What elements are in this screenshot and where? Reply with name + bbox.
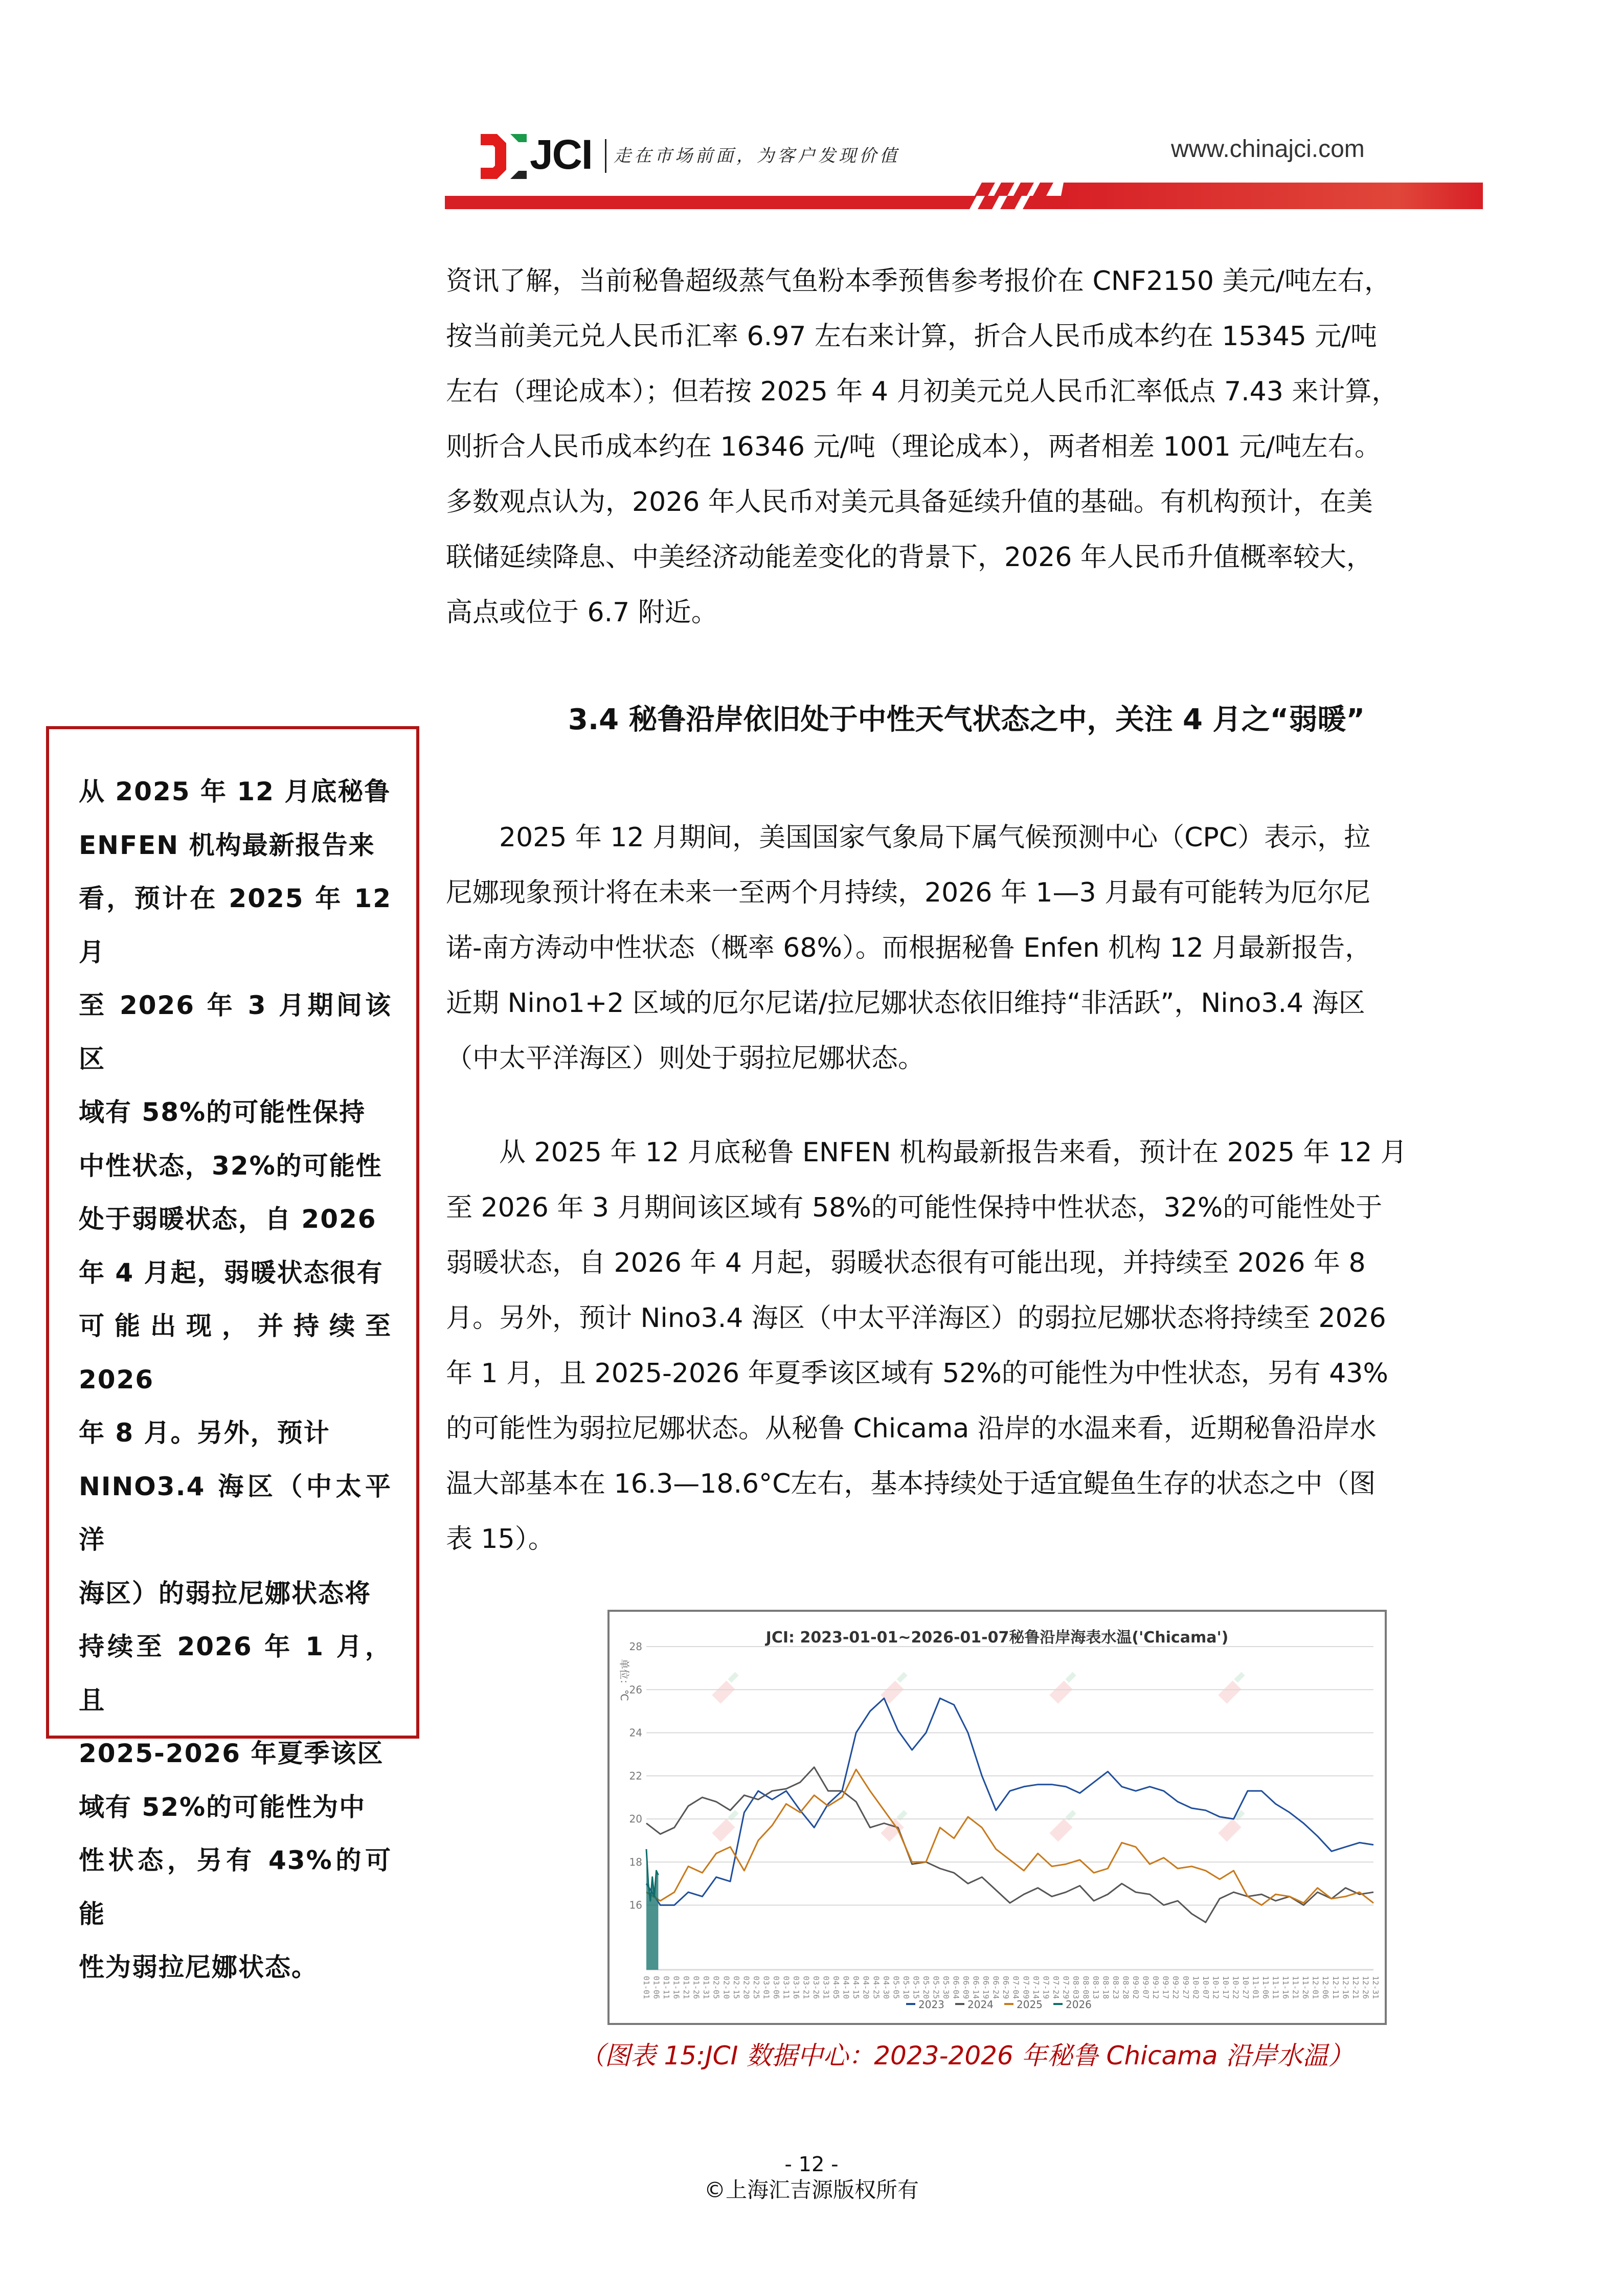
text-line: 则折合人民币成本约在 16346 元/吨（理论成本），两者相差 1001 元/吨左右。 xyxy=(446,432,1381,462)
legend-label: 2025 xyxy=(1017,1998,1043,2011)
sidebar-line: ENFEN 机构最新报告来 xyxy=(79,830,375,860)
x-tick-label: 12-11 xyxy=(1331,1976,1340,1999)
sidebar-line: 年 8 月。另外，预计 xyxy=(79,1418,330,1448)
x-tick-label: 06-19 xyxy=(981,1976,991,1999)
x-tick-label: 10-22 xyxy=(1231,1976,1241,1999)
x-tick-label: 01-01 xyxy=(642,1976,651,1999)
text-line: 年 1 月，且 2025-2026 年夏季该区域有 52%的可能性为中性状态，另有 43% xyxy=(446,1358,1388,1389)
x-tick-label: 07-19 xyxy=(1041,1976,1051,1999)
x-tick-label: 01-06 xyxy=(651,1976,661,1999)
y-tick-label: 16 xyxy=(629,1899,642,1911)
x-tick-label: 01-21 xyxy=(682,1976,691,1999)
x-tick-label: 07-14 xyxy=(1031,1976,1041,1999)
header-stripe-bar xyxy=(445,183,1483,209)
x-tick-label: 11-21 xyxy=(1291,1976,1300,1999)
sidebar-line: 中性状态，32%的可能性 xyxy=(79,1151,382,1181)
text-line: 温大部基本在 16.3—18.6°C左右，基本持续处于适宜鳀鱼生存的状态之中（图 xyxy=(446,1469,1376,1499)
sidebar-line: 可能出现，并持续至 2026 xyxy=(79,1311,392,1394)
x-tick-label: 04-15 xyxy=(851,1976,861,1999)
x-tick-label: 05-05 xyxy=(891,1976,901,1999)
x-tick-label: 03-06 xyxy=(771,1976,781,1999)
x-tick-label: 02-15 xyxy=(731,1976,741,1999)
watermark-layer xyxy=(712,1672,1250,1841)
jci-logo-text: JCI xyxy=(530,131,592,178)
enfen-paragraph xyxy=(446,1125,1487,1567)
watermark-logo xyxy=(712,1672,743,1703)
x-tick-label: 04-30 xyxy=(881,1976,891,1999)
x-tick-label: 04-05 xyxy=(831,1976,841,1999)
sea-temperature-chart xyxy=(610,1612,1385,2023)
x-tick-label: 07-29 xyxy=(1061,1976,1071,1999)
x-tick-label: 06-14 xyxy=(971,1976,981,1999)
x-tick-label: 11-16 xyxy=(1281,1976,1291,1999)
x-tick-label: 09-27 xyxy=(1181,1976,1190,1999)
text-line: 弱暖状态，自 2026 年 4 月起，弱暖状态很有可能出现，并持续至 2026 年 8 xyxy=(446,1248,1366,1278)
x-tick-label: 04-25 xyxy=(871,1976,881,1999)
sidebar-line: 从 2025 年 12 月底秘鲁 xyxy=(79,777,391,806)
x-tick-label: 07-09 xyxy=(1021,1976,1031,1999)
x-tick-label: 10-02 xyxy=(1191,1976,1201,1999)
text-line: 2025 年 12 月期间，美国国家气象局下属气候预测中心（CPC）表示，拉 xyxy=(499,822,1371,853)
y-tick-label: 20 xyxy=(629,1813,642,1826)
chart-frame xyxy=(607,1610,1387,2025)
x-tick-label: 03-31 xyxy=(821,1976,831,1999)
x-tick-label: 12-16 xyxy=(1341,1976,1350,1999)
sidebar-line: 性为弱拉尼娜状态。 xyxy=(79,1952,318,1982)
x-tick-label: 01-16 xyxy=(671,1976,681,1999)
sidebar-line: 海区）的弱拉尼娜状态将 xyxy=(79,1578,371,1608)
x-tick-label: 07-04 xyxy=(1011,1976,1021,1999)
x-tick-label: 05-30 xyxy=(941,1976,951,1999)
x-tick-label: 03-01 xyxy=(761,1976,771,1999)
x-tick-label: 03-26 xyxy=(812,1976,821,1999)
x-tick-label: 06-24 xyxy=(991,1976,1001,1999)
website-link[interactable]: www.chinajci.com xyxy=(1171,136,1365,163)
cpc-paragraph xyxy=(446,810,1487,1086)
text-line: 联储延续降息、中美经济动能差变化的背景下，2026 年人民币升值概率较大， xyxy=(446,542,1373,573)
x-tick-label: 02-05 xyxy=(711,1976,721,1999)
watermark-logo xyxy=(1218,1672,1250,1703)
x-tick-label: 05-20 xyxy=(921,1976,931,1999)
text-line: 表 15）。 xyxy=(446,1524,555,1555)
text-line: 近期 Nino1+2 区域的厄尔尼诺/拉尼娜状态依旧维持“非活跃”，Nino3.4 海区 xyxy=(446,988,1365,1019)
text-line: 资讯了解，当前秘鲁超级蒸气鱼粉本季预售参考报价在 CNF2150 美元/吨左右， xyxy=(446,266,1391,297)
x-tick-label: 08-13 xyxy=(1091,1976,1100,1999)
x-tick-label: 06-04 xyxy=(951,1976,961,1999)
text-line: （中太平洋海区）则处于弱拉尼娜状态。 xyxy=(446,1043,925,1074)
x-tick-label: 10-17 xyxy=(1221,1976,1230,1999)
x-tick-label: 03-16 xyxy=(791,1976,801,1999)
logo-divider xyxy=(605,139,606,173)
x-tick-label: 01-11 xyxy=(662,1976,671,1999)
series-line-2025 xyxy=(646,1769,1373,1905)
x-tick-label: 07-24 xyxy=(1051,1976,1061,1999)
x-tick-label: 08-23 xyxy=(1111,1976,1121,1999)
watermark-logo xyxy=(1218,1810,1250,1841)
x-tick-label: 06-09 xyxy=(961,1976,971,1999)
x-tick-label: 12-31 xyxy=(1370,1976,1380,1999)
figure-caption: （图表 15:JCI 数据中心：2023-2026 年秘鲁 Chicama 沿岸水温） xyxy=(579,2041,1354,2070)
x-tick-label: 12-26 xyxy=(1361,1976,1370,1999)
x-tick-label: 09-02 xyxy=(1131,1976,1141,1999)
jci-logo-mark xyxy=(481,134,527,179)
x-tick-label: 08-08 xyxy=(1081,1976,1091,1999)
copyright-notice: ©上海汇吉源版权所有 xyxy=(704,2177,919,2202)
text-line: 高点或位于 6.7 附近。 xyxy=(446,597,718,628)
x-tick-label: 02-10 xyxy=(722,1976,731,1999)
x-tick-label: 04-20 xyxy=(861,1976,871,1999)
legend-label: 2023 xyxy=(918,1998,944,2011)
page-number: - 12 - xyxy=(784,2153,839,2176)
x-tick-label: 02-20 xyxy=(741,1976,751,1999)
x-tick-label: 06-29 xyxy=(1001,1976,1011,1999)
sidebar-line: 年 4 月起，弱暖状态很有 xyxy=(79,1257,384,1288)
text-line: 诺-南方涛动中性状态（概率 68%）。而根据秘鲁 Enfen 机构 12 月最新报告， xyxy=(446,933,1372,963)
header-slogan: 走在市场前面，为客户发现价值 xyxy=(614,146,900,166)
x-tick-label: 11-06 xyxy=(1261,1976,1271,1999)
x-tick-label: 05-25 xyxy=(931,1976,941,1999)
text-line: 多数观点认为，2026 年人民币对美元具备延续升值的基础。有机构预计，在美 xyxy=(446,487,1373,517)
x-tick-label: 09-07 xyxy=(1141,1976,1151,1999)
x-tick-label: 10-07 xyxy=(1201,1976,1210,1999)
x-tick-label: 12-06 xyxy=(1321,1976,1331,1999)
x-tick-label: 09-22 xyxy=(1171,1976,1181,1999)
legend-label: 2026 xyxy=(1066,1998,1092,2011)
x-tick-label: 08-28 xyxy=(1121,1976,1131,1999)
sidebar-highlight-box xyxy=(46,726,419,1982)
watermark-logo xyxy=(881,1672,912,1703)
section-title: 3.4 秘鲁沿岸依旧处于中性天气状态之中，关注 4 月之“弱暖” xyxy=(568,703,1365,736)
x-tick-label: 01-31 xyxy=(702,1976,711,1999)
sidebar-line: 2025-2026 年夏季该区 xyxy=(79,1739,384,1768)
text-line: 从 2025 年 12 月底秘鲁 ENFEN 机构最新报告来看，预计在 2025 年 12 月 xyxy=(499,1137,1407,1168)
sidebar-line: 处于弱暖状态，自 2026 xyxy=(79,1204,377,1234)
x-tick-label: 09-17 xyxy=(1161,1976,1170,1999)
chart-y-axis-label: 单位：℃ xyxy=(618,1659,630,1701)
watermark-logo xyxy=(1049,1810,1081,1841)
sidebar-line: 持续至 2026 年 1 月，且 xyxy=(79,1632,392,1715)
x-tick-label: 09-12 xyxy=(1151,1976,1161,1999)
x-tick-label: 04-10 xyxy=(841,1976,851,1999)
y-tick-label: 24 xyxy=(629,1726,642,1739)
text-line: 左右（理论成本）；但若按 2025 年 4 月初美元兑人民币汇率低点 7.43 来计算， xyxy=(446,376,1399,407)
text-line: 至 2026 年 3 月期间该区域有 58%的可能性保持中性状态，32%的可能性处于 xyxy=(446,1192,1383,1223)
watermark-logo xyxy=(1049,1672,1081,1703)
x-tick-label: 05-10 xyxy=(901,1976,911,1999)
y-tick-label: 22 xyxy=(629,1769,642,1782)
x-tick-label: 02-25 xyxy=(751,1976,761,1999)
y-tick-label: 26 xyxy=(629,1683,642,1696)
x-tick-label: 08-03 xyxy=(1071,1976,1080,1999)
sidebar-line: 至 2026 年 3 月期间该区 xyxy=(79,991,392,1074)
sidebar-line: 看，预计在 2025 年 12 月 xyxy=(79,884,392,967)
x-tick-label: 12-01 xyxy=(1311,1976,1320,1999)
x-tick-label: 10-27 xyxy=(1241,1976,1250,1999)
text-line: 尼娜现象预计将在未来一至两个月持续，2026 年 1—3 月最有可能转为厄尔尼 xyxy=(446,877,1371,908)
x-tick-label: 11-26 xyxy=(1301,1976,1311,1999)
text-line: 月。另外，预计 Nino3.4 海区（中太平洋海区）的弱拉尼娜状态将持续至 2026 xyxy=(446,1303,1386,1334)
y-tick-label: 28 xyxy=(629,1640,642,1653)
x-tick-label: 03-11 xyxy=(781,1976,791,1999)
sidebar-line: 性状态，另有 43%的可能 xyxy=(79,1845,392,1929)
y-tick-label: 18 xyxy=(629,1856,642,1869)
x-tick-label: 11-11 xyxy=(1271,1976,1280,1999)
x-tick-label: 05-15 xyxy=(911,1976,921,1999)
series-line-2023 xyxy=(646,1698,1373,1905)
x-tick-label: 03-21 xyxy=(801,1976,811,1999)
text-line: 的可能性为弱拉尼娜状态。从秘鲁 Chicama 沿岸的水温来看，近期秘鲁沿岸水 xyxy=(446,1413,1377,1444)
watermark-logo xyxy=(881,1810,912,1841)
sidebar-line: NINO3.4 海区（中太平洋 xyxy=(79,1471,392,1555)
x-tick-label: 10-12 xyxy=(1211,1976,1221,1999)
x-tick-label: 11-01 xyxy=(1251,1976,1260,1999)
text-line: 按当前美元兑人民币汇率 6.97 左右来计算，折合人民币成本约在 15345 元/吨 xyxy=(446,321,1377,352)
sidebar-text xyxy=(79,765,392,1994)
sidebar-line: 域有 52%的可能性为中 xyxy=(79,1792,366,1822)
legend-label: 2024 xyxy=(967,1998,994,2011)
x-tick-label: 08-18 xyxy=(1101,1976,1111,1999)
x-tick-label: 01-26 xyxy=(691,1976,701,1999)
sidebar-line: 域有 58%的可能性保持 xyxy=(79,1097,366,1127)
intro-paragraph xyxy=(446,254,1487,640)
x-tick-label: 12-21 xyxy=(1350,1976,1360,1999)
chart-title: JCI: 2023-01-01~2026-01-07秘鲁沿岸海表水温('Chicama') xyxy=(765,1629,1229,1647)
